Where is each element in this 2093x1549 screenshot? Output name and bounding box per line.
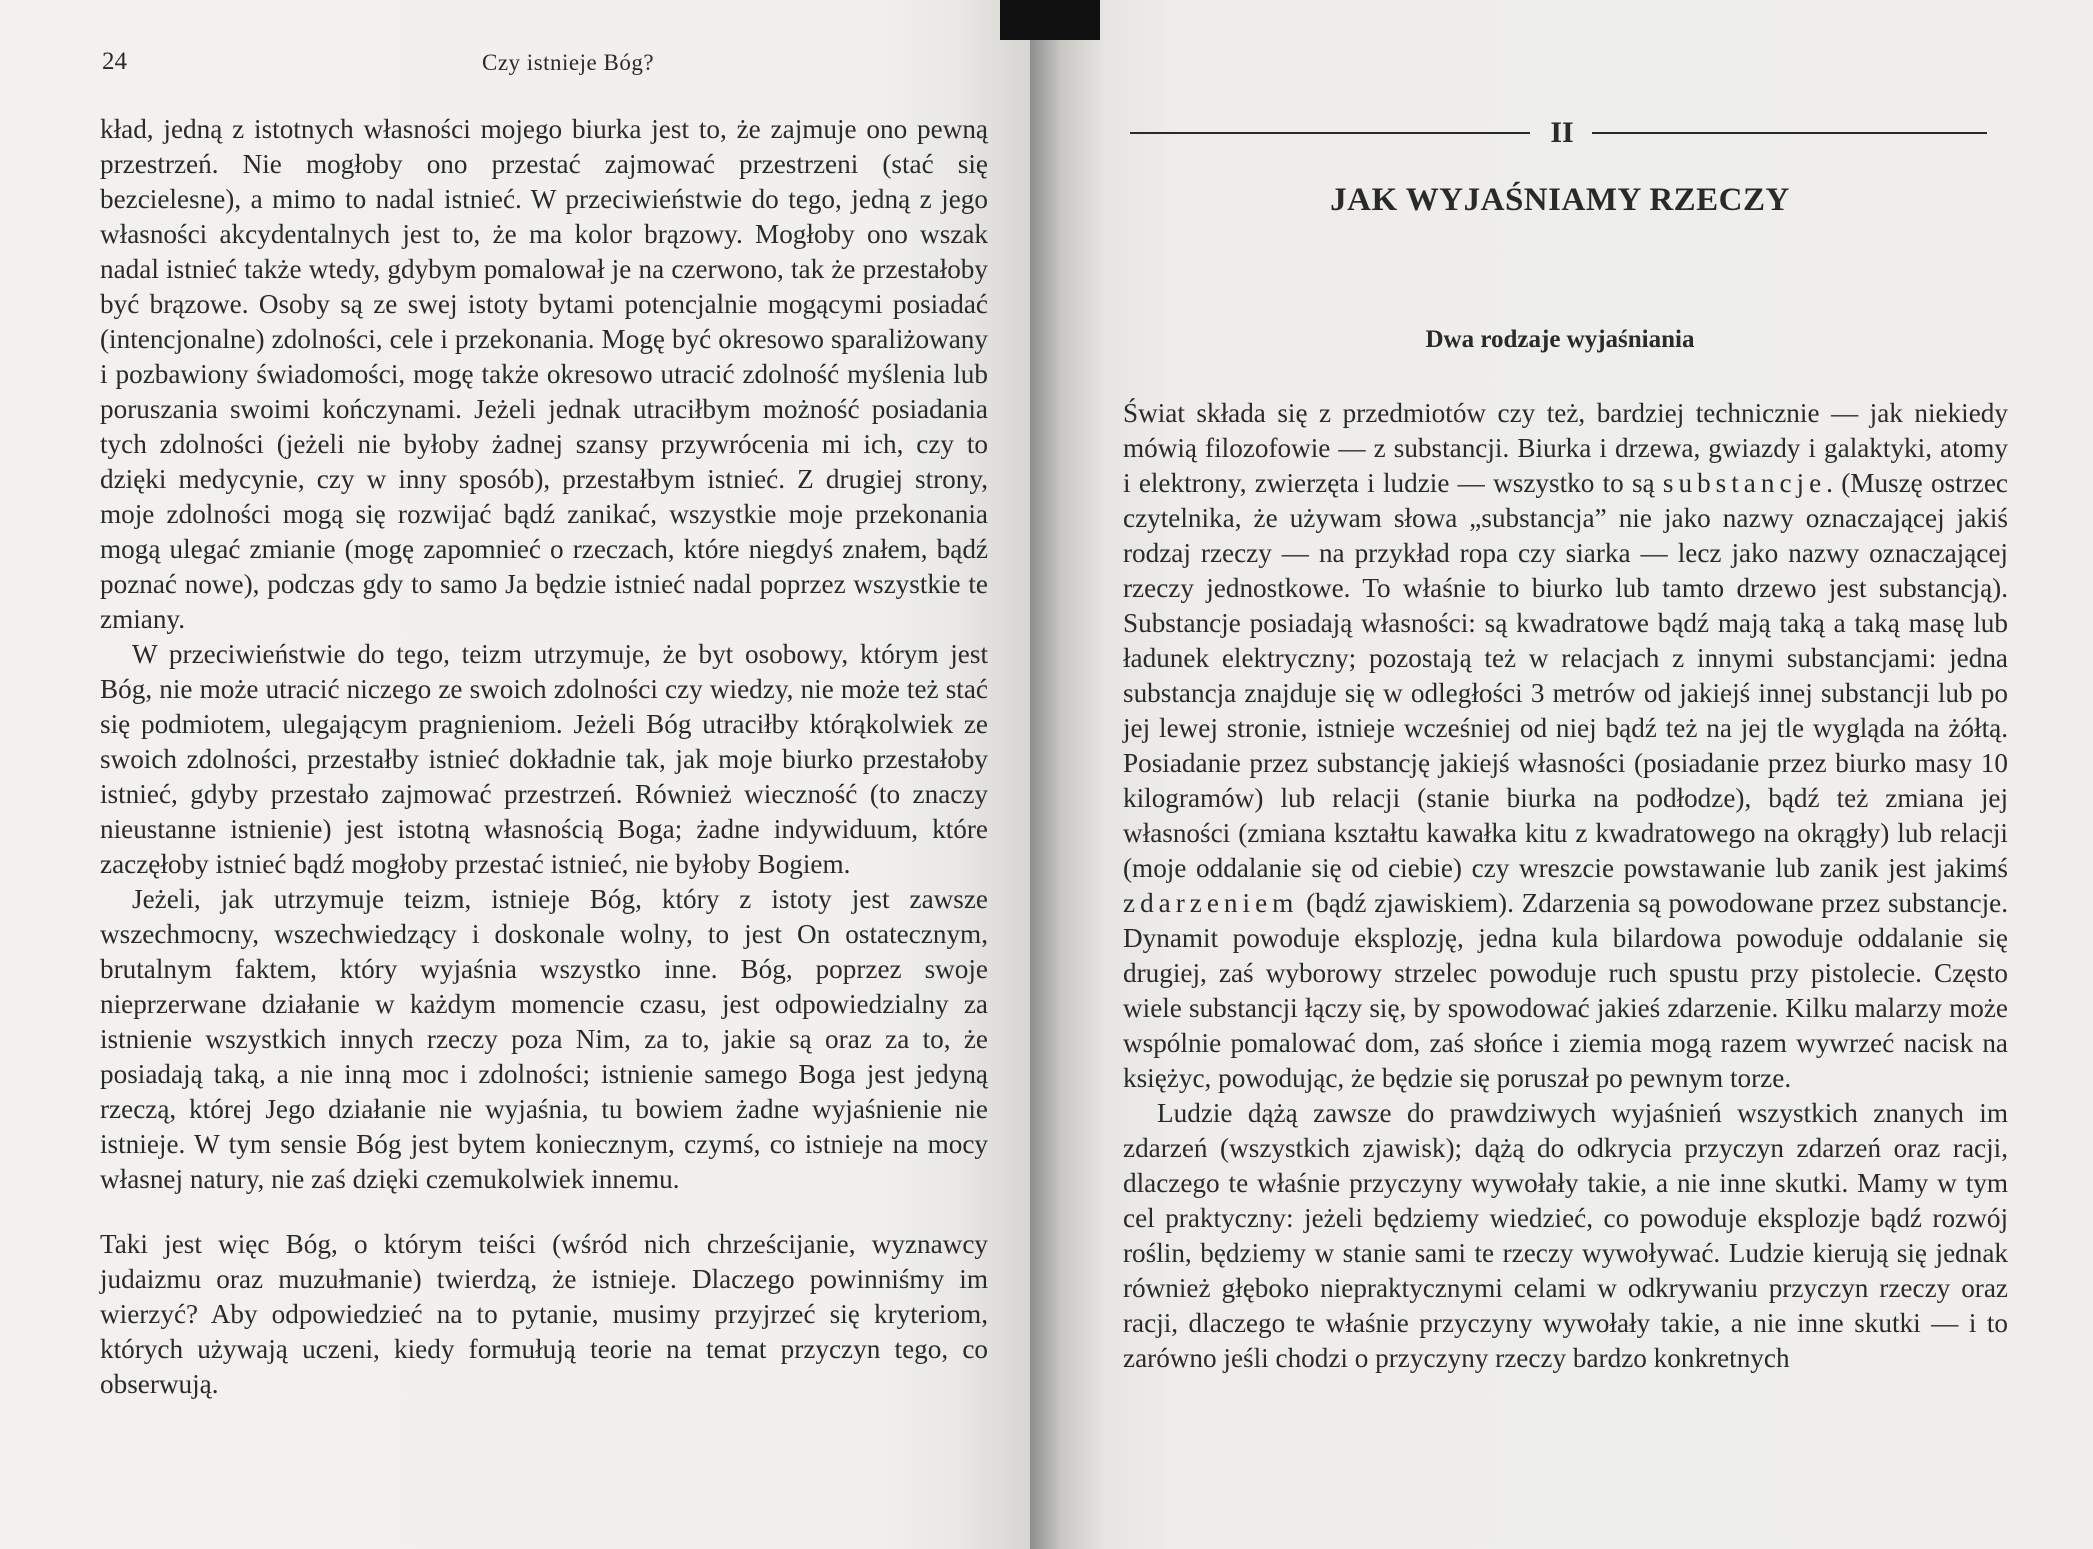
emphasized-term: substancje (1662, 468, 1827, 498)
left-page-body (100, 112, 988, 1402)
paragraph: Ludzie dążą zawsze do prawdziwych wyjaśnień wszystkich znanych im zdarzeń (wszystkich zjawisk); dążą do odkrycia przyczyn zdarzeń oraz racji, dlaczego te właśnie przyczyny wywołały takie, a nie inne skutki. Mamy w tym cel praktyczny: jeżeli będziemy wiedzieć, co powoduje eksplozje bądź rozwój roślin, będziemy w stanie sami te rzeczy wywoływać. Ludzie kierują się jednak również głęboko niepraktycznymi celami w odkrywaniu przyczyn rzeczy oraz racji, dlaczego te właśnie przyczyny wywołały takie, a nie inne skutki — i to zarówno jeśli chodzi o przyczyny rzeczy bardzo konkretnych (1123, 1098, 2008, 1373)
text-run: . (Muszę ostrzec czytelnika, że używam słowa „substancja” nie jako nazwy oznaczającej jakiś rodzaj rzeczy — na przykład ropa czy siarka — lecz jako nazwy oznaczającej rzeczy jednostkowe. To właśnie to biurko lub tamto drzewo jest substancją). Substancje posiadają własności: są kwadratowe bądź mają taką a taką masę lub ładunek elektryczny; pozostają też w relacjach z innymi substancjami: jedna substancja znajduje się w odległości 3 metrów od jakiejś innej substancji lub po jej lewej stronie, istnieje wcześniej od niej bądź też na jej tle wygląda na żółtą. Posiadanie przez substancję jakiejś własności (posiadanie przez biurko masy 10 kilogramów) lub relacji (stanie biurka na podłodze), bądź też zmiana jej własności (zmiana kształtu kawałka kitu z kwadratowego na okrągły) lub relacji (moje oddalanie się od ciebie) czy wreszcie powstawanie lub zanik jest jakimś (1123, 468, 2008, 883)
right-page-body (1123, 396, 2008, 1376)
chapter-rule-left (1130, 132, 1530, 134)
paragraph (1123, 396, 2008, 1096)
paragraph: Jeżeli, jak utrzymuje teizm, istnieje Bóg, który z istoty jest zawsze wszechmocny, wszechwiedzący i doskonale wolny, to jest On ostatecznym, brutalnym faktem, który wyjaśnia wszystko inne. Bóg, poprzez swoje nieprzerwane działanie w każdym momencie czasu, jest odpowiedzialny za istnienie wszystkich innych rzeczy poza Nim, za to, jakie są oraz za to, że posiadają taką, a nie inną moc i zdolności; istnienie samego Boga jest jedyną rzeczą, której Jego działanie nie wyjaśnia, tu bowiem żadne wyjaśnienie nie istnieje. W tym sensie Bóg jest bytem koniecznym, czymś, co istnieje na mocy własnej natury, nie zaś dzięki czemukolwiek innemu. (100, 884, 988, 1194)
gutter-shadow (1000, 0, 1100, 40)
running-head: Czy istnieje Bóg? (482, 50, 655, 75)
text-run: Świat składa się z przedmiotów czy też, bardziej technicznie — jak niekiedy mówią filozofowie — z substancji. Biurka i drzewa, gwiazdy i galaktyki, atomy i elektrony, zwierzęta i ludzie — wszystko to są (1123, 398, 2008, 498)
chapter-title: JAK WYJAŚNIAMY RZECZY (1330, 182, 1790, 218)
paragraph: W przeciwieństwie do tego, teizm utrzymuje, że byt osobowy, którym jest Bóg, nie może utracić niczego ze swoich zdolności czy wiedzy, nie może też stać się podmiotem, ulegającym pragnieniom. Jeżeli Bóg utraciłby którąkolwiek ze swoich zdolności, przestałby istnieć dokładnie tak, jak moje biurko przestałoby istnieć, gdyby przestało zajmować przestrzeń. Również wieczność (to znaczy nieustanne istnienie) jest istotną własnością Boga; żadne indywiduum, które zaczęłoby istnieć bądź mogłoby przestać istnieć, nie byłoby Bogiem. (100, 639, 988, 879)
chapter-number: II (1550, 116, 1574, 149)
chapter-rule-right (1592, 132, 1987, 134)
section-title: Dwa rodzaje wyjaśniania (1425, 326, 1695, 353)
paragraph: kład, jedną z istotnych własności mojego biurka jest to, że zajmuje ono pewną przestrzeń. Nie mogłoby ono przestać zajmować przestrzeni (stać się bezcielesne), a mimo to nadal istnieć. W przeciwieństwie do tego, jedną z jego własności akcydentalnych jest to, że ma kolor brązowy. Mogłoby ono wszak nadal istnieć także wtedy, gdybym pomalował je na czerwono, tak że przestałoby być brązowe. Osoby są ze swej istoty bytami potencjalnie mogącymi posiadać (intencjonalne) zdolności, cele i przekonania. Mogę być okresowo sparaliżowany i pozbawiony świadomości, mogę także okresowo utracić zdolność myślenia lub poruszania swoimi kończynami. Jeżeli jednak utraciłbym możność posiadania tych zdolności (jeżeli nie byłoby żadnej szansy przywrócenia mi ich, czy to dzięki medycynie, czy w inny sposób), przestałbym istnieć. Z drugiej strony, moje zdolności mogą się rozwijać bądź zanikać, wszystkie moje przekonania mogą ulegać zmianie (mogę zapomnieć o rzeczach, które niegdyś znałem, bądź poznać nowe), podczas gdy to samo Ja będzie istnieć nadal poprzez wszystkie te zmiany. (100, 114, 988, 634)
paragraph: Taki jest więc Bóg, o którym teiści (wśród nich chrześcijanie, wyznawcy judaizmu oraz muzułmanie) twierdzą, że istnieje. Dlaczego powinniśmy im wierzyć? Aby odpowiedzieć na to pytanie, musimy przyjrzeć się kryteriom, których używają uczeni, kiedy formułują teorie na temat przyczyn tego, co obserwują. (100, 1229, 988, 1399)
text-run: (bądź zjawiskiem). Zdarzenia są powodowane przez substancje. Dynamit powoduje eksplozję, jedna kula bilardowa powoduje oddalanie się drugiej, zaś wyborowy strzelec powoduje ruch spustu przy pistolecie. Często wiele substancji łączy się, by spowodować jakieś zdarzenie. Kilku malarzy może wspólnie pomalować dom, zaś słońce i ziemia mogą razem wywrzeć nacisk na księżyc, powodując, że będzie się poruszał po pewnym torze. (1123, 888, 2008, 1093)
page-number: 24 (102, 48, 127, 75)
left-page-header (102, 48, 962, 88)
emphasized-term: zdarzeniem (1123, 888, 1299, 918)
